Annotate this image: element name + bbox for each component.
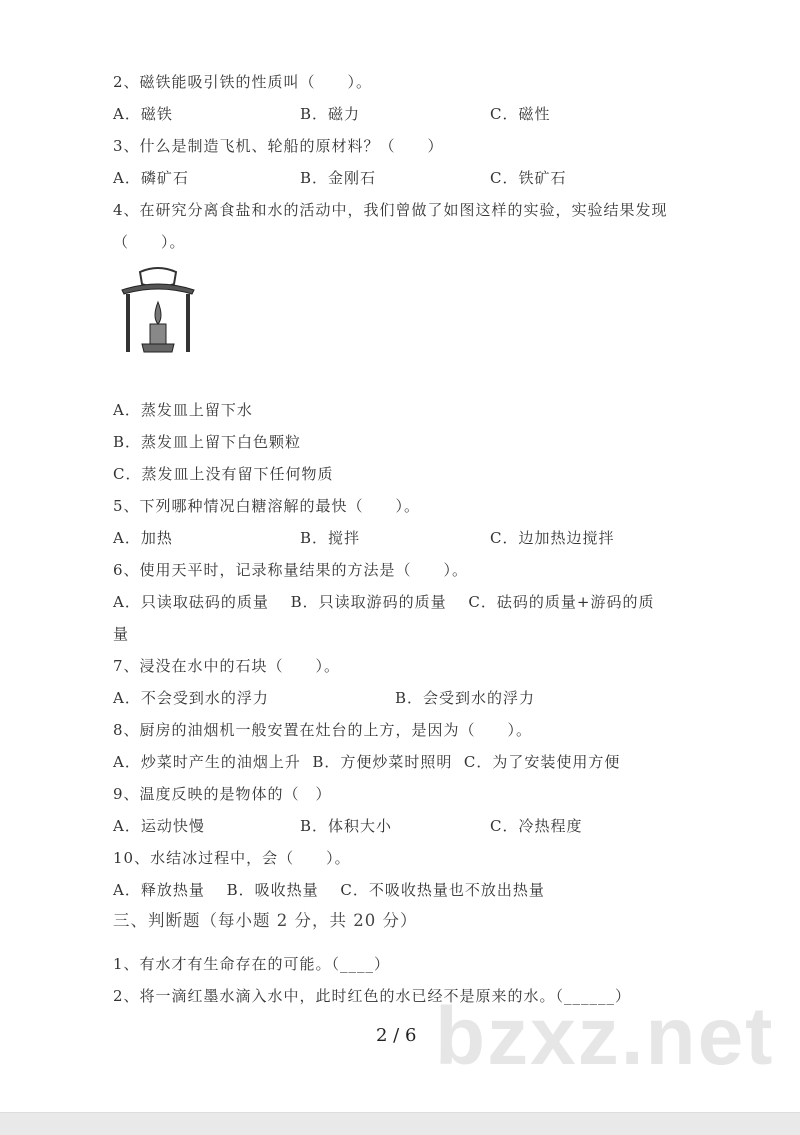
page-number: 2 / 6 bbox=[376, 1025, 417, 1046]
option-c: C．冷热程度 bbox=[490, 817, 583, 835]
question-text: 10、水结冰过程中，会（ ）。 bbox=[113, 849, 351, 867]
question-text: 6、使用天平时，记录称量结果的方法是（ ）。 bbox=[113, 561, 469, 579]
watermark: bzxz.net bbox=[435, 991, 775, 1082]
option-c: C．蒸发皿上没有留下任何物质 bbox=[113, 465, 334, 483]
option-a: A．蒸发皿上留下水 bbox=[113, 401, 253, 419]
option-b: B．会受到水的浮力 bbox=[395, 689, 536, 707]
page-separator bbox=[0, 1112, 800, 1135]
judgement-1: 1、有水才有生命存在的可能。（____） bbox=[113, 955, 391, 973]
option-a: A．磷矿石 bbox=[113, 169, 189, 187]
option-a: A．磁铁 bbox=[113, 105, 173, 123]
question-text-cont: （ ）。 bbox=[113, 233, 186, 251]
question-text: 8、厨房的油烟机一般安置在灶台的上方，是因为（ ）。 bbox=[113, 721, 533, 739]
option-c: C．铁矿石 bbox=[490, 169, 567, 187]
option-c: C．边加热边搅拌 bbox=[490, 529, 615, 547]
option-b: B．磁力 bbox=[300, 105, 361, 123]
section-heading: 三、判断题（每小题 2 分，共 20 分） bbox=[113, 911, 418, 930]
option-a: A．不会受到水的浮力 bbox=[113, 689, 269, 707]
option-a: A．运动快慢 bbox=[113, 817, 205, 835]
option-b: B．蒸发皿上留下白色颗粒 bbox=[113, 433, 302, 451]
option-c: C．磁性 bbox=[490, 105, 551, 123]
question-text: 5、下列哪种情况白糖溶解的最快（ ）。 bbox=[113, 497, 421, 515]
option-b: B．体积大小 bbox=[300, 817, 393, 835]
evaporation-apparatus-figure bbox=[118, 262, 198, 357]
judgement-2: 2、将一滴红墨水滴入水中，此时红色的水已经不是原来的水。（______） bbox=[113, 987, 632, 1005]
question-text: 7、浸没在水中的石块（ ）。 bbox=[113, 657, 341, 675]
question-text: 3、什么是制造飞机、轮船的原材料？（ ） bbox=[113, 137, 444, 155]
option-a: A．加热 bbox=[113, 529, 173, 547]
options-line: A．释放热量 B．吸收热量 C．不吸收热量也不放出热量 bbox=[113, 881, 545, 899]
options-line: A．只读取砝码的质量 B．只读取游码的质量 C．砝码的质量+游码的质 bbox=[113, 593, 655, 611]
question-text: 2、磁铁能吸引铁的性质叫（ ）。 bbox=[113, 73, 373, 91]
options-line-cont: 量 bbox=[113, 625, 130, 643]
option-b: B．金刚石 bbox=[300, 169, 377, 187]
option-b: B．搅拌 bbox=[300, 529, 361, 547]
question-text: 9、温度反映的是物体的（ ） bbox=[113, 785, 332, 803]
options-line: A．炒菜时产生的油烟上升 B．方便炒菜时照明 C．为了安装使用方便 bbox=[113, 753, 621, 771]
question-text: 4、在研究分离食盐和水的活动中，我们曾做了如图这样的实验，实验结果发现 bbox=[113, 201, 668, 219]
